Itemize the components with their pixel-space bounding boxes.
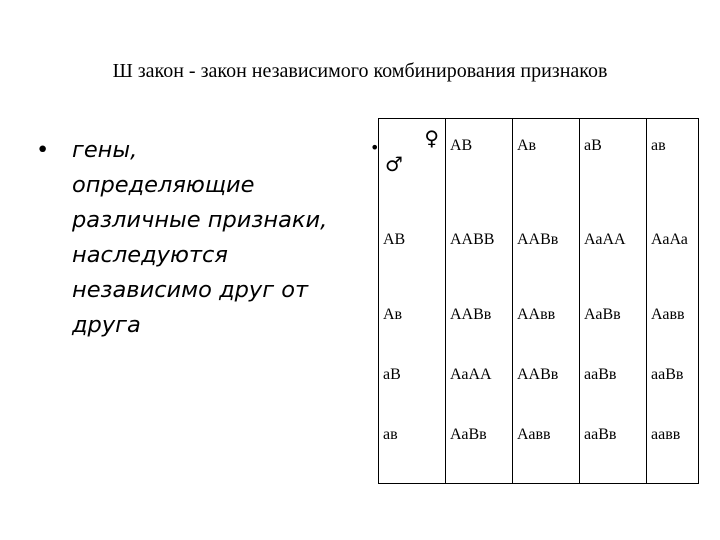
female-gamete-header: аВ bbox=[580, 119, 647, 224]
genotype-cell: ААВВ bbox=[446, 224, 513, 299]
male-symbol-icon: ♂ bbox=[385, 152, 403, 176]
male-gamete-header: ав bbox=[379, 419, 446, 484]
bullet-item bbox=[36, 133, 356, 343]
genotype-cell: ААВв bbox=[446, 299, 513, 359]
table-row bbox=[379, 299, 699, 359]
bullet-line: наследуются bbox=[72, 242, 228, 268]
genotype-cell: АаВв bbox=[580, 299, 647, 359]
table-row bbox=[379, 359, 699, 419]
genotype-cell: АаВв bbox=[446, 419, 513, 484]
female-symbol-icon: ♀ bbox=[424, 126, 439, 150]
table-row bbox=[379, 419, 699, 484]
punnett-square bbox=[370, 118, 699, 484]
genotype-cell: ААВв bbox=[513, 359, 580, 419]
bullet-line: гены, bbox=[72, 137, 138, 163]
bullet-line: различные признаки, bbox=[72, 207, 328, 233]
bullet-marker: • bbox=[36, 137, 50, 163]
table-row bbox=[379, 119, 699, 224]
genotype-cell: Аавв bbox=[647, 299, 699, 359]
genotype-cell: ААВв bbox=[513, 224, 580, 299]
corner-cell bbox=[370, 119, 446, 224]
male-gamete-header: АВ bbox=[379, 224, 446, 299]
genotype-cell: ааВв bbox=[647, 359, 699, 419]
male-gamete-header: аВ bbox=[379, 359, 446, 419]
genotype-cell: ааВв bbox=[580, 419, 647, 484]
genotype-cell: Аавв bbox=[513, 419, 580, 484]
female-gamete-header: АВ bbox=[446, 119, 513, 224]
bullet-line: друга bbox=[72, 312, 141, 338]
slide-title: Ш закон - закон независимого комбинирования признаков bbox=[112, 60, 608, 82]
bullet-line: определяющие bbox=[72, 172, 255, 198]
genotype-cell: ААвв bbox=[513, 299, 580, 359]
male-gamete-header: Ав bbox=[379, 299, 446, 359]
corner-marker: • bbox=[370, 138, 380, 157]
genotype-cell: АаАА bbox=[446, 359, 513, 419]
bullet-line: независимо друг от bbox=[72, 277, 309, 303]
table-row bbox=[379, 224, 699, 299]
genotype-cell: ааВв bbox=[580, 359, 647, 419]
female-gamete-header: Ав bbox=[513, 119, 580, 224]
genotype-cell: аавв bbox=[647, 419, 699, 484]
genotype-cell: АаАА bbox=[580, 224, 647, 299]
female-gamete-header: ав bbox=[647, 119, 699, 224]
genotype-cell: АаАа bbox=[647, 224, 699, 299]
